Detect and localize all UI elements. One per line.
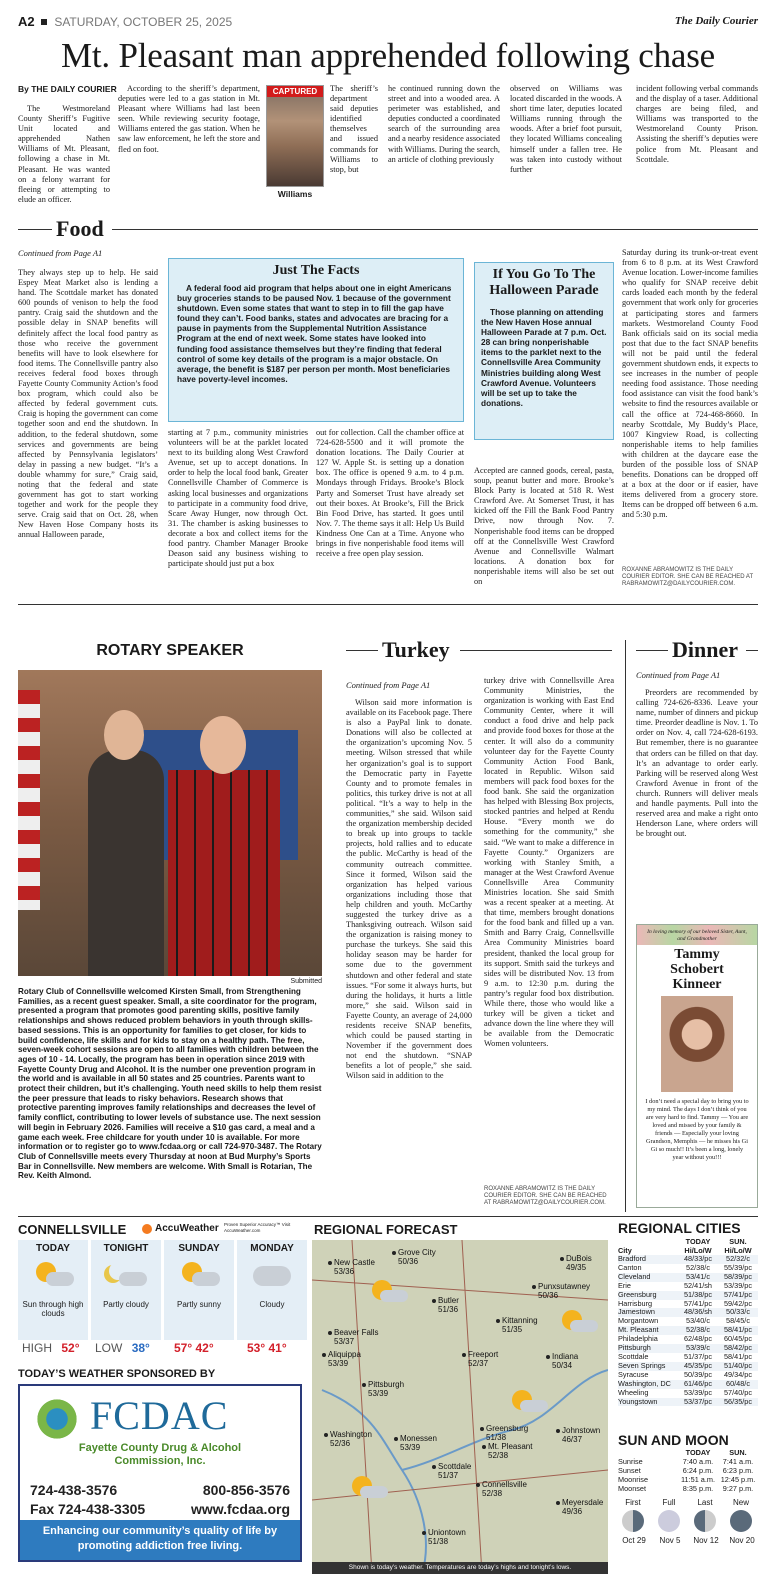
cloud-icon bbox=[520, 1400, 548, 1412]
map-city: Butler 51/36 bbox=[438, 1296, 459, 1314]
moon-phase-icon bbox=[658, 1510, 680, 1532]
map-city: Pittsburgh 53/39 bbox=[368, 1380, 405, 1398]
turkey-rule-right bbox=[460, 650, 612, 651]
weather-day-name: TONIGHT bbox=[103, 1243, 149, 1254]
city-name: Syracuse bbox=[618, 1369, 649, 1379]
cloud-icon bbox=[253, 1266, 291, 1286]
map-city: Monessen 53/39 bbox=[400, 1434, 437, 1452]
city-forecast: 50/39/pc bbox=[684, 1369, 712, 1379]
fcdac-web[interactable]: www.fcdaa.org bbox=[190, 1501, 290, 1517]
food-col-3: out for collection. Call the chamber office at 724-628-5500 and it will promote the donation locations. The Daily Courier at 127 W. Apple St. is setting up a donation box. The office is opened 9 a.m. to 4 p.m. Mondays through Fridays. Brooke’s Block Party and Somerset Trust have already set out their boxes. At Brooke’s, Fill the Brick Bin Food Drive, has started. It goes until Nov. 7. The theme says it all: Help Us Build Kindness One Can at a Time. Anyone who brings in five nonperishable food items will receive a free open play session. bbox=[316, 428, 464, 559]
map-city: Connellsville 52/38 bbox=[482, 1480, 527, 1498]
city-name: Scottdale bbox=[618, 1351, 649, 1361]
weather-day-sunday bbox=[164, 1240, 234, 1340]
city-forecast: 48/36/sh bbox=[684, 1307, 712, 1317]
memoriam-poem: I don’t need a special day to bring you to my mind. The days I don’t think of you are very hard to find. Tammy — You are loved and missed by your family & friends — Especially your loving Grandson, Memphis — he misses his Gi Gi so much!! It’s been a long, lonely year without you!!! bbox=[645, 1098, 749, 1161]
city-forecast: 53/37/pc bbox=[684, 1396, 712, 1406]
memoriam-photo bbox=[661, 996, 733, 1092]
city-name: Pittsburgh bbox=[618, 1343, 651, 1353]
paper-name: The Daily Courier bbox=[674, 15, 758, 27]
cloud-icon bbox=[192, 1272, 220, 1286]
weather-desc: Sun through high clouds bbox=[22, 1300, 84, 1318]
header-date: SATURDAY, OCTOBER 25, 2025 bbox=[54, 15, 233, 29]
city-name: Morgantown bbox=[618, 1316, 659, 1326]
map-footnote: Shown is today’s weather. Temperatures are today’s highs and tonight’s lows. bbox=[312, 1562, 608, 1574]
city-name: Seven Springs bbox=[618, 1360, 666, 1370]
map-city: Mt. Pleasant 52/38 bbox=[488, 1442, 533, 1460]
city-forecast: 53/39/pc bbox=[684, 1387, 712, 1397]
dinner-title: Dinner bbox=[672, 637, 738, 662]
turkey-rule-left bbox=[346, 650, 378, 651]
col-header-city: City bbox=[618, 1245, 632, 1255]
sun-moon-title: SUN AND MOON bbox=[618, 1432, 729, 1448]
rotary-title: ROTARY SPEAKER bbox=[96, 642, 244, 659]
food-col-2: starting at 7 p.m., community ministries volunteers will be at the parklet located next to its building along West Crawford Avenue, set up to accept donations. In order to help the local food bank, Greater Connellsville Chamber of Commerce is asking local businesses and organizations to participate in a community food drive, Scare Away Hunger, now through Oct. 31. The chamber is asking businesses to decorate a box and collect items for the food pantry. Chamber Manager Brooke Deason said any business wishing to participate should just put a box bbox=[168, 428, 308, 569]
city-name: Canton bbox=[618, 1262, 642, 1272]
parade-body: Those planning on attending the New Haven Hose annual Halloween Parade at 7 p.m. Oct. 28 can bring nonperishable items to the parklet next to the Connellsville Area Community Ministries building along West Crawford Avenue. Volunteers will be set up to take the donations. bbox=[481, 307, 607, 408]
person-left bbox=[88, 750, 164, 976]
memoriam-name-3: Kinneer bbox=[672, 977, 722, 992]
main-headline: Mt. Pleasant man apprehended following chase bbox=[60, 36, 716, 75]
moon-phase-date: Nov 20 bbox=[729, 1536, 755, 1545]
temp-today bbox=[22, 1341, 80, 1355]
moon-phase-date: Nov 12 bbox=[693, 1536, 719, 1545]
cloud-icon bbox=[570, 1320, 598, 1332]
food-title: Food bbox=[56, 216, 104, 241]
map-city: Washington 52/36 bbox=[330, 1430, 372, 1448]
weather-top-rule bbox=[18, 1216, 758, 1217]
sun-moon-table bbox=[618, 1449, 758, 1494]
city-name: Cleveland bbox=[618, 1271, 651, 1281]
sun-moon-time: 11:51 a.m. bbox=[681, 1474, 715, 1484]
page-header bbox=[18, 14, 758, 30]
sun-moon-label: Moonset bbox=[618, 1483, 646, 1493]
sun-moon-time: 12:45 p.m. bbox=[720, 1474, 756, 1484]
sun-moon-label: Sunset bbox=[618, 1465, 641, 1475]
city-forecast: 57/40/pc bbox=[724, 1387, 752, 1397]
city-name: Youngstown bbox=[618, 1396, 658, 1406]
col-header-today: TODAY bbox=[685, 1448, 711, 1457]
city-forecast: 60/45/pc bbox=[724, 1334, 752, 1344]
turkey-col-2: turkey drive with Connellsville Area Community Ministries, the organization is working with East End Community Center, where it will conduct a food drive and help pack and provide food boxes for those at the center. It will also do a community volunteer day for the Fayette County Community Action Food Bank, located in Republic. Wilson said members will pack food boxes for the food bank. She said the organization has helped with Blessing Box projects, stocked pantries and helped at Rendu House. “Every month we do something for the community,” she said. “We want to make a difference in Fayette County.” Organizers are working with Stanley Smith, a manager at the West Crawford Avenue Connellsville Area Community Ministries location. She said Smith was a recent speaker at a meeting. At that time, members brought donations for the food bank and filled up a van. Smith and Barry Craig, Connellsville Area Community Ministries board president, thanked the local group for its support. Smith said the turkeys and sides will be distributed Nov. 13 from 9 a.m. to 12:30 p.m. during the pantry’s regular food box distribution. While there, those who would like a turkey will be given a ticket and advance down the line where they will be available from the Democratic Women volunteers. bbox=[484, 676, 614, 1049]
dinner-body: Preorders are recommended by calling 724-626-8336. Leave your name, number of dinners and pickup time. Preorder deadline is Nov. 1. To order on Nov. 4, call 724-628-6193. But remember, there is no guarantee that orders can be filled on that day. It’s an advantage to order early. Parking will be reserved along West Crawford Avenue in front of the church. Runners will deliver meals and handle payments. Pull into the reserved area and make a right onto Henderson Lane, where orders will be brought out. bbox=[636, 688, 758, 839]
map-city: Aliquippa 53/39 bbox=[328, 1350, 361, 1368]
sponsor-ad bbox=[18, 1384, 302, 1562]
city-forecast: 53/41/c bbox=[686, 1271, 710, 1281]
city-name: Greensburg bbox=[618, 1289, 657, 1299]
cloud-icon bbox=[360, 1486, 388, 1498]
fcdac-fax: Fax 724-438-3305 bbox=[30, 1501, 146, 1517]
weather-desc: Cloudy bbox=[259, 1300, 285, 1309]
city-forecast: 57/41/pc bbox=[684, 1298, 712, 1308]
main-story-col-4: he continued running down the street and into a wooded area. A perimeter was established, and deputies conducted a coordinated search of the surrounding area and a nearby residence associated with Williams. During the search, an article of clothing previously bbox=[388, 84, 500, 164]
map-city: DuBois 49/35 bbox=[566, 1254, 592, 1272]
map-city: Johnstown 46/37 bbox=[562, 1426, 601, 1444]
dinner-rule-right bbox=[746, 650, 758, 651]
temp-sunday: 57° 42° bbox=[174, 1341, 214, 1355]
city-forecast: 58/42/pc bbox=[724, 1343, 752, 1353]
cloud-icon bbox=[119, 1272, 147, 1286]
weather-desc: Partly sunny bbox=[176, 1300, 222, 1309]
accuweather-logo bbox=[142, 1223, 219, 1234]
map-city: Freeport 52/37 bbox=[468, 1350, 499, 1368]
rotary-photo bbox=[18, 670, 322, 976]
temp-monday: 53° 41° bbox=[247, 1341, 287, 1355]
turkey-author: ROXANNE ABRAMOWITZ IS THE DAILY COURIER EDITOR. SHE CAN BE REACHED AT RABRAMOWITZ@DAILYCOURIER.COM. bbox=[484, 1186, 607, 1206]
rotary-credit: Submitted bbox=[290, 978, 322, 985]
city-forecast: 53/39/pc bbox=[724, 1280, 752, 1290]
map-city: Meyersdale 49/36 bbox=[562, 1498, 604, 1516]
captured-label: CAPTURED bbox=[267, 86, 323, 97]
city-forecast: 52/41/sh bbox=[684, 1280, 712, 1290]
city-forecast: 52/38/c bbox=[686, 1262, 710, 1272]
dinner-rule-left bbox=[636, 650, 668, 651]
flag-stripe bbox=[18, 690, 40, 910]
map-city: Scottdale 51/37 bbox=[438, 1462, 472, 1480]
fcdac-name-2: Commission, Inc. bbox=[114, 1455, 206, 1467]
fcdac-tagline: Enhancing our community’s quality of life by promoting addiction free living. bbox=[20, 1520, 300, 1560]
city-name: Harrisburg bbox=[618, 1298, 653, 1308]
temp-value: 38° bbox=[131, 1341, 150, 1355]
food-author: ROXANNE ABRAMOWITZ IS THE DAILY COURIER EDITOR. SHE CAN BE REACHED AT RABRAMOWITZ@DAILYCOURIER.COM. bbox=[622, 567, 754, 587]
sun-moon-label: Sunrise bbox=[618, 1456, 643, 1466]
just-the-facts-box bbox=[168, 258, 464, 422]
table-row bbox=[618, 1485, 758, 1494]
city-forecast: 56/35/pc bbox=[724, 1396, 752, 1406]
map-city: Greensburg 51/38 bbox=[486, 1424, 529, 1442]
section-divider bbox=[18, 604, 758, 605]
sun-logo-icon bbox=[142, 1224, 152, 1234]
city-name: Mt. Pleasant bbox=[618, 1325, 659, 1335]
temp-label: HIGH bbox=[22, 1341, 52, 1355]
halloween-parade-box bbox=[474, 262, 614, 440]
city-forecast: 58/41/pc bbox=[724, 1351, 752, 1361]
city-forecast: 51/37/pc bbox=[684, 1351, 712, 1361]
temp-label: LOW bbox=[95, 1341, 123, 1355]
fcdac-phone-2: 800-856-3576 bbox=[202, 1482, 290, 1498]
map-city: Beaver Falls 53/37 bbox=[334, 1328, 379, 1346]
weather-city: CONNELLSVILLE bbox=[18, 1222, 127, 1237]
weather-day-name: TODAY bbox=[36, 1243, 70, 1254]
city-forecast: 57/41/pc bbox=[724, 1289, 752, 1299]
fcdac-phone-1: 724-438-3576 bbox=[30, 1482, 118, 1498]
person-right bbox=[168, 770, 280, 976]
city-name: Philadelphia bbox=[618, 1334, 658, 1344]
city-forecast: 51/38/pc bbox=[684, 1289, 712, 1299]
facts-body: A federal food aid program that helps about one in eight Americans buy groceries stands to be paused Nov. 1 because of the government shutdown. Even some states that want to step in to fill the gap have found they can’t. Food banks, states and advocates are bracing for a pause in payments from the Supplemental Nutrition Assistance Program at the end of next week. Some states have looked into funding food assistance themselves but they’re finding that federal control of some key details of the program is a major obstacle. On average, the benefit is $187 per person per month. Most beneficiaries have poverty-level incomes. bbox=[177, 283, 452, 384]
cloud-icon bbox=[46, 1272, 74, 1286]
sun-moon-time: 8:35 p.m. bbox=[682, 1483, 714, 1493]
main-story-col-2: According to the sheriff’s department, deputies were led to a gas station in Mt. Pleasant where Williams had last been seen. While reviewing security footage, Williams entered the gas station. When he saw law enforcement, he left the store and fled on foot. bbox=[118, 84, 260, 154]
weather-day-name: MONDAY bbox=[250, 1243, 294, 1254]
regional-cities-table bbox=[618, 1238, 758, 1406]
fcdac-logo-icon bbox=[32, 1394, 82, 1444]
regional-forecast-title: REGIONAL FORECAST bbox=[314, 1222, 458, 1237]
map-city: Kittanning 51/35 bbox=[502, 1316, 538, 1334]
main-byline: By THE DAILY COURIER bbox=[18, 84, 117, 94]
city-forecast: 49/34/pc bbox=[724, 1369, 752, 1379]
weather-day-today bbox=[18, 1240, 88, 1340]
city-name: Wheeling bbox=[618, 1387, 649, 1397]
fcdac-name-1: Fayette County Drug & Alcohol bbox=[78, 1442, 242, 1454]
sponsor-title: TODAY’S WEATHER SPONSORED BY bbox=[18, 1368, 216, 1380]
city-forecast: 61/46/pc bbox=[684, 1378, 712, 1388]
cloud-icon bbox=[380, 1290, 408, 1302]
food-col-1: They always step up to help. He said Espey Meat Market also is lending a hand. The Scottdale market has donated 600 pounds of venison to help the food pantry. Craig said the shutdown and the possible delay in SNAP benefits will definitely affect the local food pantry as those who receive the government benefits will have to look elsewhere for food items. The Connellsville pantry also receives federal food boxes through Fayette County Community Action’s food box program, which could also be affected by federal government cuts. Craig is hoping the government can come together soon and end the shutdown. In addition, to the federal shutdown, some services and governments are being affected by Pennsylvania legislators’ delay in passing a new budget. “It’s a double whammy for sure,” Craig said, noting that the federal and state government has got to start working together and work for the people they serve. Craig said that on Oct. 28, when New Haven Hose Company hosts its annual Halloween parade, bbox=[18, 268, 158, 540]
table-row bbox=[618, 1398, 758, 1407]
memoriam-intro: In loving memory of our beloved Sister, Aunt, and Grandmother bbox=[647, 929, 747, 942]
city-forecast: 58/41/pc bbox=[724, 1325, 752, 1335]
moon-phase-name: Last bbox=[697, 1498, 713, 1507]
city-forecast: 48/33/pc bbox=[684, 1254, 712, 1263]
map-city: Punxsutawney 50/36 bbox=[538, 1282, 591, 1300]
city-forecast: 53/39/c bbox=[686, 1343, 710, 1353]
parade-title: If You Go To The Halloween Parade bbox=[489, 267, 599, 298]
map-city: Grove City 50/36 bbox=[398, 1248, 436, 1266]
moon-phase-date: Nov 5 bbox=[659, 1536, 681, 1545]
sun-moon-time: 7:41 a.m. bbox=[722, 1456, 754, 1466]
main-story-col-5: observed on Williams was located discarded in the woods. A short time later, deputies located Williams running through the woods. After a brief foot pursuit, they located Williams concealing himself under a fallen tree. He was taken into custody without further bbox=[510, 84, 622, 174]
map-city: Indiana 50/34 bbox=[552, 1352, 579, 1370]
mugshot-photo bbox=[266, 85, 324, 187]
temp-value: 52° bbox=[61, 1341, 80, 1355]
turkey-continued: Continued from Page A1 bbox=[346, 680, 431, 690]
dinner-divider bbox=[625, 640, 626, 1212]
table-header bbox=[618, 1238, 758, 1255]
sun-moon-time: 7:40 a.m. bbox=[682, 1456, 714, 1466]
mugshot-caption: Williams bbox=[277, 189, 313, 199]
city-name: Bradford bbox=[618, 1254, 646, 1263]
moon-phase-name: Full bbox=[662, 1498, 676, 1507]
city-forecast: 53/40/c bbox=[686, 1316, 710, 1326]
moon-phase-icon bbox=[694, 1510, 716, 1532]
brand-tag: Proven Superior Accuracy™ Visit AccuWeather.com bbox=[224, 1222, 291, 1233]
person-left-head bbox=[104, 710, 144, 760]
brand-name: AccuWeather bbox=[155, 1223, 219, 1234]
page-number: A2 bbox=[18, 14, 35, 29]
regional-cities-title: REGIONAL CITIES bbox=[618, 1220, 741, 1236]
moon-phase-name: First bbox=[625, 1498, 641, 1507]
col-header-sun: SUN. bbox=[729, 1448, 747, 1457]
city-forecast: 50/33/c bbox=[726, 1307, 750, 1317]
city-forecast: 52/38/c bbox=[686, 1325, 710, 1335]
memoriam-name-1: Tammy bbox=[674, 947, 720, 962]
square-icon bbox=[41, 19, 47, 25]
city-forecast: 58/39/pc bbox=[724, 1271, 752, 1281]
sun-moon-time: 6:24 p.m. bbox=[682, 1465, 714, 1475]
sun-moon-time: 6:23 p.m. bbox=[722, 1465, 754, 1475]
city-forecast: 58/45/c bbox=[726, 1316, 750, 1326]
facts-title: Just The Facts bbox=[272, 263, 360, 278]
rotary-caption: Rotary Club of Connellsville welcomed Kirsten Small, from Strengthening Families, as a recent guest speaker. Small, a site coordinator for the program, presented a program that promotes good parenting skills, positive family relationships and shows reduced problem behaviors in youth through skills-based sessions. This is an opportunity for families to get closer, for kids to build confidence, life skills and for kids to stay on a healthy path. The free, seven-week cohort sessions are open to all families with children between the ages of 10 - 14. Locally, the program has been in operation since 2019 with Fayette County Drug and Alcohol. It is the number one prevention program in the world and is available in all 50 states and 25 countries. Parents want to protect their children, but it’s challenging. Youth need skills to help them resist the peer pressure that leads to risky behaviors. Research shows that protective parenting improves family relationships and decreases the level of family conflict, contributing to lower levels of substance use. The next session will begin in February 2026. Families will receive a $10 gas card, a meal and a game each week. Free childcare for youth under 10 is available. For more information or to register go to www.fcdaa.org or call 724-970-3487. The Rotary Club of Connellsville meets every Thursday at noon at Bud Murphy’s Sports Bar in Connellsville. New members are welcome. With Small is Rotarian, The Rev. Keith Almond. bbox=[18, 987, 322, 1181]
city-name: Jamestown bbox=[618, 1307, 655, 1317]
sun-moon-time: 9:27 p.m. bbox=[722, 1483, 754, 1493]
city-forecast: 59/42/pc bbox=[724, 1298, 752, 1308]
sun-moon-label: Moonrise bbox=[618, 1474, 649, 1484]
city-forecast: 60/48/c bbox=[726, 1378, 750, 1388]
temp-tonight bbox=[95, 1341, 150, 1355]
city-forecast: 62/48/pc bbox=[684, 1334, 712, 1344]
city-name: Erie bbox=[618, 1280, 631, 1290]
weather-day-name: SUNDAY bbox=[178, 1243, 220, 1254]
col-header-today: TODAY Hi/Lo/W bbox=[684, 1237, 712, 1255]
moon-phases bbox=[618, 1498, 758, 1568]
person-right-head bbox=[200, 716, 246, 774]
moon-phase-date: Oct 29 bbox=[622, 1536, 646, 1545]
city-forecast: 52/32/c bbox=[726, 1254, 750, 1263]
moon-phase-icon bbox=[622, 1510, 644, 1532]
map-city: Uniontown 51/38 bbox=[428, 1528, 466, 1546]
food-rule-right bbox=[112, 229, 758, 230]
food-rule-left bbox=[18, 229, 52, 230]
food-col-4: Accepted are canned goods, cereal, pasta, soup, peanut butter and more. Brooke’s Block Party is located at 518 R. West Crawford Ave. At Somerset Trust, it has kicked off the Fill the Bank Food Pantry Drive, now through Nov. 7. Nonperishable food items can be dropped off at the Connellsville West Crawford Avenue and Connellsville Walmart locations. A donation box for nonperishable items will also be set out on bbox=[474, 466, 614, 587]
map-city: New Castle 53/36 bbox=[334, 1258, 375, 1276]
dinner-continued: Continued from Page A1 bbox=[636, 670, 721, 680]
col-header-sun: SUN. Hi/Lo/W bbox=[724, 1237, 752, 1255]
city-name: Washington, DC bbox=[618, 1378, 671, 1388]
weather-desc: Partly cloudy bbox=[103, 1300, 149, 1309]
city-forecast: 51/40/pc bbox=[724, 1360, 752, 1370]
weather-day-monday bbox=[237, 1240, 307, 1340]
main-story-col-6: incident following verbal commands and the display of a taser. Additional charges are being filed, and Williams was transported to the Westmoreland County Prison. Assisting the sheriff’s deputies were police from Mt. Pleasant and Scottdale. bbox=[636, 84, 758, 164]
memoriam-ad bbox=[636, 924, 758, 1208]
moon-phase-name: New bbox=[732, 1498, 749, 1507]
moon-phase-icon bbox=[730, 1510, 752, 1532]
food-col-5: Saturday during its trunk-or-treat event from 6 to 8 p.m. at its West Crawford Avenue location. Lower-income families who qualify for SNAP receive debit cards loaded each month by the federal government that work only for groceries at participating stores and farmers markets. Westmoreland County Food Bank officials said on its social media post that due to the fact SNAP benefits will not be paid until the federal government shutdown ends, it expects to see increases in the number of people needing food assistance. Those needing food assistance can visit the food bank’s website to find the resources available or call the office at 724-468-8660. In nearby Scottdale, My Buddy’s Place, 1007 Kingview Road, is collecting nonperishable items to help families with children at the daycare ease the burden of the possible loss of SNAP benefits. Donations can be dropped off at a box at the door or if easier, have items delivered from a grocery store. Items can be dropped off between 6 a.m. and 5:30 p.m. bbox=[622, 248, 758, 520]
turkey-col-1: Wilson said more information is available on its Facebook page. There is also a PayPal link to donate. Donations will also be collected at the organization’s upcoming Nov. 5 meeting. Wilson stressed that while her organization’s goal is to support the Democratic party in Fayette County and to promote females in politics, this turkey drive is not at all political. “It’s a way to help in the communities,” she said. Wilson said the organization membership decided to break up into groups to tackle projects, hold rallies and to educate the public. McCarthy is head of the community outreach committee. Since it formed, Wilson said the organization has helped various organizations including those that help children and youth. McCarthy suggested the turkey drive as a Thanksgiving outreach. Wilson said the organization is raising money to purchase the turkeys. She said this holiday season may be harder for some due to the government shutdown and other federal and state issues. “For some it always hurts, but during the holidays, it hurts a little more,” she said. Wilson said in Fayette County, an average of 24,000 residents receive SNAP benefits, which could be paused starting in November if the government does not end the shutdown. “SNAP benefits a lot of people,” she said. Wilson said in addition to the bbox=[346, 698, 472, 1081]
regional-map bbox=[312, 1240, 608, 1574]
main-story-col-3: The sheriff’s department said deputies identified themselves and issued commands for Williams to stop, but bbox=[330, 84, 378, 174]
turkey-title: Turkey bbox=[382, 637, 450, 662]
fcdac-logo-text: FCDAC bbox=[90, 1393, 229, 1438]
memoriam-name-2: Schobert bbox=[670, 962, 724, 977]
city-forecast: 55/39/pc bbox=[724, 1262, 752, 1272]
food-continued: Continued from Page A1 bbox=[18, 248, 103, 258]
weather-day-tonight bbox=[91, 1240, 161, 1340]
main-story-col-1: The Westmoreland County Sheriff’s Fugitive Unit located and apprehended Nathen Williams of Mt. Pleasant, following a chase in Mt. Pleasant. He was wanted on a felony warrant for fleeing or attempting to elude an officer. bbox=[18, 104, 110, 204]
city-forecast: 45/35/pc bbox=[684, 1360, 712, 1370]
